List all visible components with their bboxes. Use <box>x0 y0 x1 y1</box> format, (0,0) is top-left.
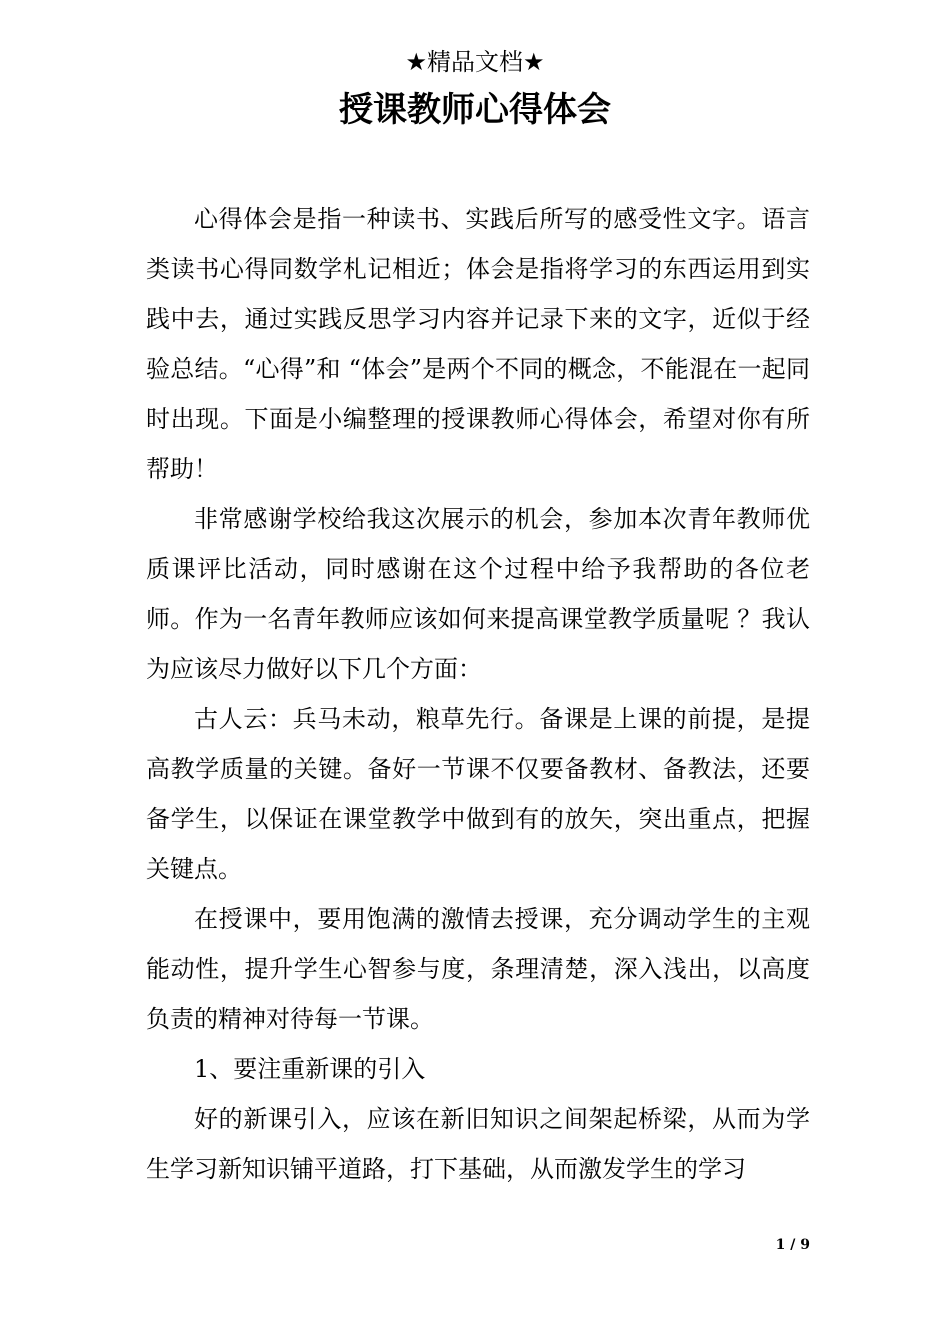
page-number: 1 / 9 <box>775 1237 810 1253</box>
paragraph-introduction-method: 好的新课引入，应该在新旧知识之间架起桥梁，从而为学生学习新知识铺平道路，打下基础，从而激发学生的学习 <box>146 1105 810 1183</box>
document-header-label: ★精品文档★ <box>405 48 545 76</box>
paragraph-preparation: 古人云：兵马未动，粮草先行。备课是上课的前提，是提高教学质量的关键。备好一节课不仅要备教材、备教法，还要备学生，以保证在课堂教学中做到有的放矢，突出重点，把握关键点。 <box>146 705 810 883</box>
document-body <box>146 194 810 1194</box>
paragraph-intro: 心得体会是指一种读书、实践后所写的感受性文字。语言类读书心得同数学札记相近；体会是指将学习的东西运用到实践中去，通过实践反思学习内容并记录下来的文字，近似于经验总结。“心得”和 “体会”是两个不同的概念，不能混在一起同时出现。下面是小编整理的授课教师心得体会，希望对你有所帮助！ <box>146 205 810 483</box>
section-heading: 1、要注重新课的引入 <box>194 1055 426 1083</box>
paragraph-thanks: 非常感谢学校给我这次展示的机会，参加本次青年教师优质课评比活动，同时感谢在这个过程中给予我帮助的各位老师。作为一名青年教师应该如何来提高课堂教学质量呢 ？我认为应该尽力做好以下几个方面： <box>146 505 810 683</box>
paragraph-teaching: 在授课中，要用饱满的激情去授课，充分调动学生的主观能动性，提升学生心智参与度，条理清楚，深入浅出，以高度负责的精神对待每一节课。 <box>146 905 810 1033</box>
document-title: 授课教师心得体会 <box>339 90 611 130</box>
